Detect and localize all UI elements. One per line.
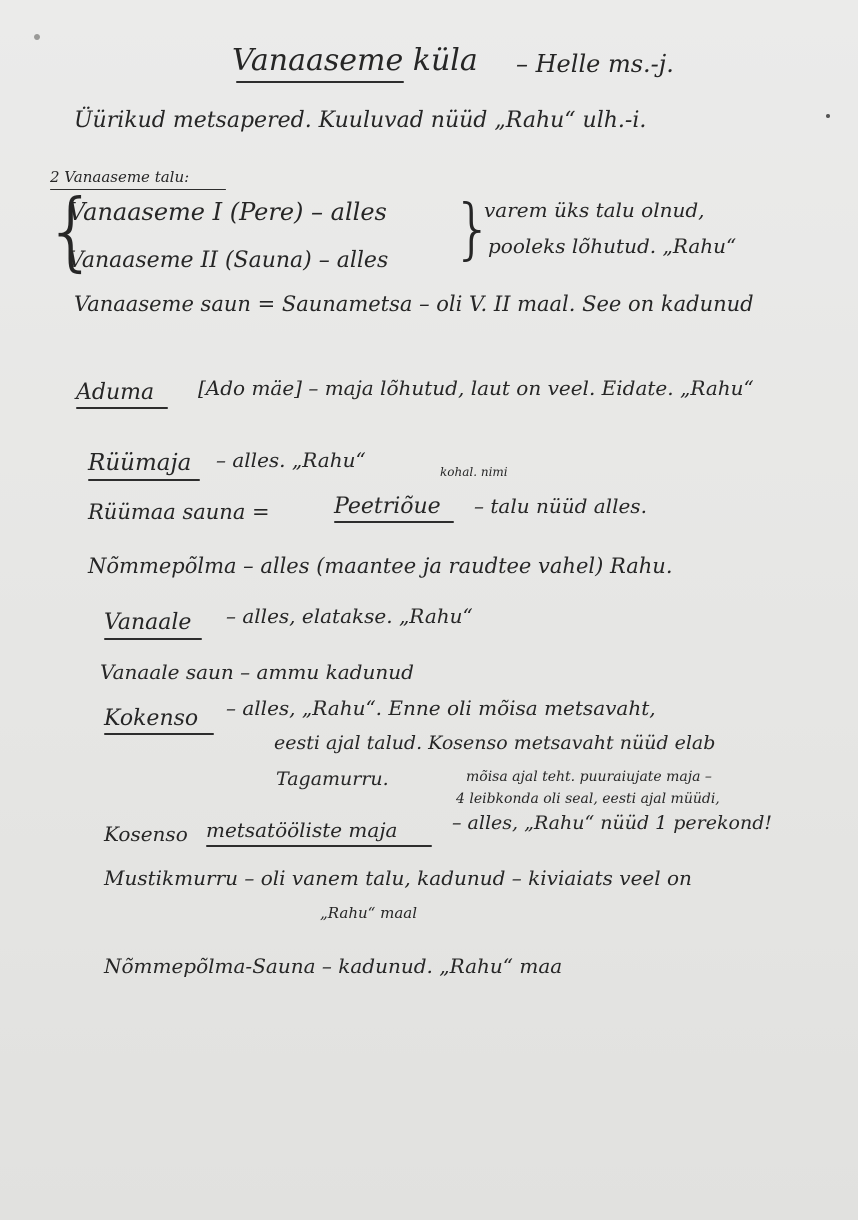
line-5-name: Aduma [76,380,155,405]
line-3b: Vanaaseme II (Sauna) – alles [68,248,389,273]
line-4: Vanaaseme saun = Saunametsa – oli V. II maal. See on kadunud [74,292,754,316]
line-11-name: Kokenso [104,706,199,731]
line-14-note-1: mõisa ajal teht. puuraiujate maja – [466,769,712,785]
line-10: Vanaale saun – ammu kadunud [100,660,414,684]
line-14b: – alles, „Rahu“ nüüd 1 perekond! [452,812,772,834]
line-14-underline [206,845,432,847]
brace-note-2: pooleks lõhutud. „Rahu“ [488,234,737,258]
line-1: Üürikud metsapered. Kuuluvad nüüd „Rahu“ ulh.-i. [74,108,647,133]
paper-speck [34,34,40,40]
line-7b: – talu nüüd alles. [474,494,647,518]
title-place-name: Vanaaseme küla [232,43,478,78]
line-14a: Kosenso [104,822,188,846]
line-5-rest: [Ado mäe] – maja lõhutud, laut on veel. Eidate. „Rahu“ [198,376,754,400]
line-9-underline [104,638,202,640]
title-underline [236,81,404,83]
line-9-name: Vanaale [104,610,192,635]
line-16: „Rahu“ maal [320,904,418,922]
left-brace: { [44,181,99,281]
line-5-underline [76,407,168,409]
line-6-rest: – alles. „Rahu“ [216,448,366,472]
line-14-note-2: 4 leibkonda oli seal, eesti ajal müüdi, [456,791,720,807]
line-6-name: Rüümaja [88,450,192,476]
page-title [232,43,478,78]
line-13: Tagamurru. [276,768,389,790]
title-suffix: – Helle ms.-j. [516,50,674,78]
line-15: Mustikmurru – oli vanem talu, kadunud – kiviaiats veel on [104,866,692,890]
right-brace: } [452,190,494,267]
margin-dot [826,114,830,118]
brace-note-1: varem üks talu olnud, [484,198,705,222]
line-9-rest: – alles, elatakse. „Rahu“ [226,604,473,628]
line-11-underline [104,733,214,735]
line-14-name: metsatööliste maja [206,818,398,842]
line-11-rest: – alles, „Rahu“. Enne oli mõisa metsavaht, [226,696,656,720]
line-7-note: kohal. nimi [440,465,508,479]
line-7-underline [334,521,454,523]
line-12: eesti ajal talud. Kosenso metsavaht nüüd elab [274,732,716,754]
line-3a: Vanaaseme I (Pere) – alles [68,198,387,226]
line-17: Nõmmepõlma-Sauna – kadunud. „Rahu“ maa [104,954,563,978]
line-8: Nõmmepõlma – alles (maantee ja raudtee vahel) Rahu. [88,554,673,578]
line-6-underline [88,479,200,481]
line-2: 2 Vanaaseme talu: [50,168,190,186]
line-7-name: Peetriõue [334,494,441,519]
line-7a: Rüümaa sauna = [88,500,270,524]
